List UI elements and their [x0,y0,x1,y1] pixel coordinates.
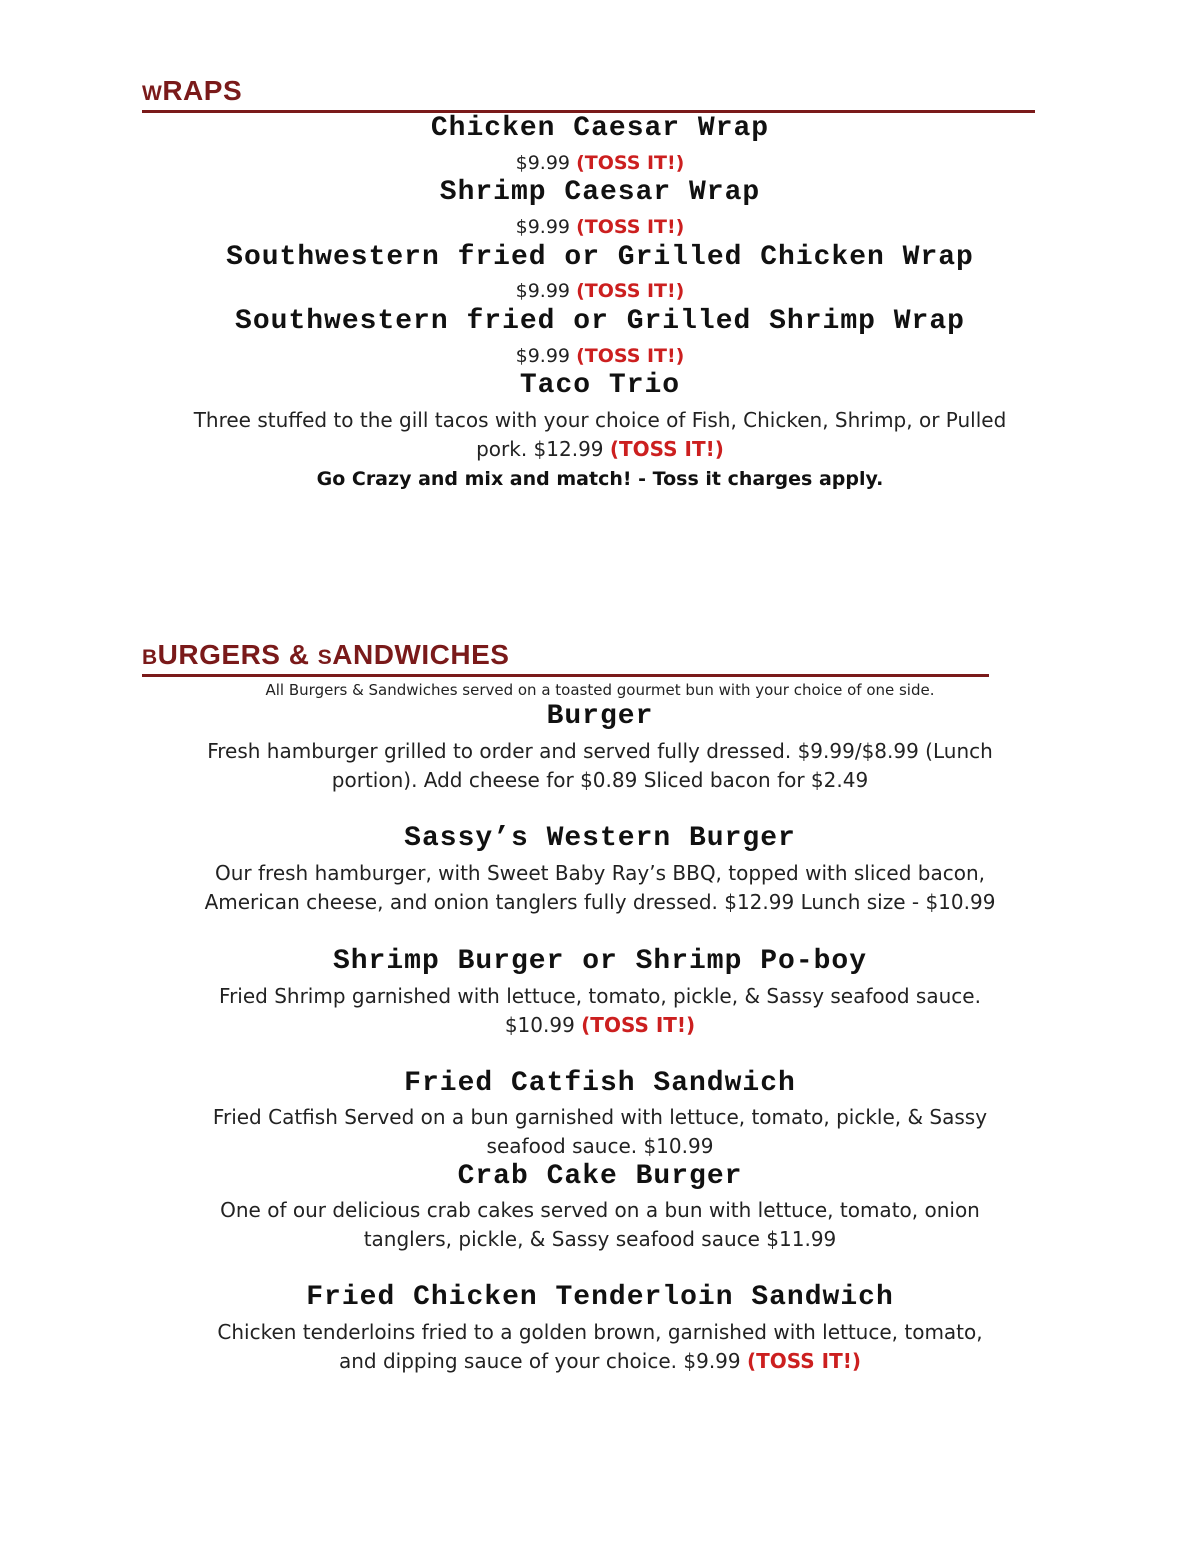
toss-it-label: (TOSS IT!) [576,216,685,238]
toss-it-label: (TOSS IT!) [576,345,685,367]
toss-it-label: (TOSS IT!) [609,437,724,461]
wrap-item-name: Chicken Caesar Wrap [430,113,770,144]
burger-item-description [100,859,1100,917]
description-line: Our fresh hamburger, with Sweet Baby Ray’s BBQ, topped with sliced bacon, [215,861,985,885]
burger-item-description [100,1318,1100,1376]
heading-initial: S [317,646,333,669]
heading-rest: URGERS & [157,639,318,670]
heading-initial: B [142,646,158,669]
toss-it-label: (TOSS IT!) [576,280,685,302]
burgers-serving-note: All Burgers & Sandwiches served on a toasted gourmet bun with your choice of one side. [265,681,935,699]
description-text: pork. $12.99 [476,437,604,461]
wrap-item-name: Shrimp Caesar Wrap [439,177,761,208]
burger-item-name: Shrimp Burger or Shrimp Po-boy [332,946,868,977]
wrap-item-price: $9.99 [515,152,571,174]
description-line: Fresh hamburger grilled to order and served fully dressed. $9.99/$8.99 (Lunch [207,739,993,763]
wrap-item-price: $9.99 [515,345,571,367]
burger-item-description [100,1103,1100,1161]
burger-item-name: Sassy’s Western Burger [404,823,796,854]
burger-item-name: Crab Cake Burger [457,1161,743,1192]
wrap-item-name: Southwestern fried or Grilled Shrimp Wrap [235,306,965,337]
toss-it-label: (TOSS IT!) [576,152,685,174]
description-line: Three stuffed to the gill tacos with your choice of Fish, Chicken, Shrimp, or Pulled [193,408,1007,432]
description-line: One of our delicious crab cakes served on a bun with lettuce, tomato, onion [220,1198,980,1222]
wrap-item-name: Taco Trio [519,370,681,401]
burger-item-description [100,737,1100,795]
burgers-sandwiches-heading [142,640,989,677]
description-text: $10.99 [504,1013,575,1037]
wrap-item-price-line [0,150,1200,176]
description-line: tanglers, pickle, & Sassy seafood sauce $11.99 [363,1227,837,1251]
description-line: Fried Shrimp garnished with lettuce, tomato, pickle, & Sassy seafood sauce. [219,984,981,1008]
wrap-item-price: $9.99 [515,280,571,302]
description-line: Chicken tenderloins fried to a golden brown, garnished with lettuce, tomato, [217,1320,983,1344]
description-line [100,1011,1100,1040]
wrap-item-price-line [0,343,1200,369]
burger-item-name: Fried Catfish Sandwich [404,1068,796,1099]
mix-match-note: Go Crazy and mix and match! - Toss it charges apply. [316,468,884,490]
description-line [100,435,1100,464]
wrap-item-name: Southwestern fried or Grilled Chicken Wrap [226,242,974,273]
wraps-heading-rest: RAPS [162,75,243,106]
wraps-heading-initial: W [142,82,163,105]
burger-item-name: Fried Chicken Tenderloin Sandwich [306,1282,894,1313]
burger-item-name: Burger [546,701,654,732]
toss-it-label: (TOSS IT!) [581,1013,696,1037]
wraps-heading [142,76,1035,113]
description-line: portion). Add cheese for $0.89 Sliced bacon for $2.49 [331,768,869,792]
toss-it-label: (TOSS IT!) [746,1349,861,1373]
burger-item-description [100,1196,1100,1254]
description-line: seafood sauce. $10.99 [486,1134,714,1158]
wrap-item-price-line [0,214,1200,240]
wrap-item-price-line [0,278,1200,304]
wrap-item-price: $9.99 [515,216,571,238]
taco-trio-description [100,406,1100,464]
burger-item-description [100,982,1100,1040]
description-text: and dipping sauce of your choice. $9.99 [339,1349,741,1373]
description-line [100,1347,1100,1376]
description-line: American cheese, and onion tanglers fully dressed. $12.99 Lunch size - $10.99 [204,890,996,914]
heading-rest: ANDWICHES [332,639,510,670]
description-line: Fried Catfish Served on a bun garnished with lettuce, tomato, pickle, & Sassy [212,1105,988,1129]
